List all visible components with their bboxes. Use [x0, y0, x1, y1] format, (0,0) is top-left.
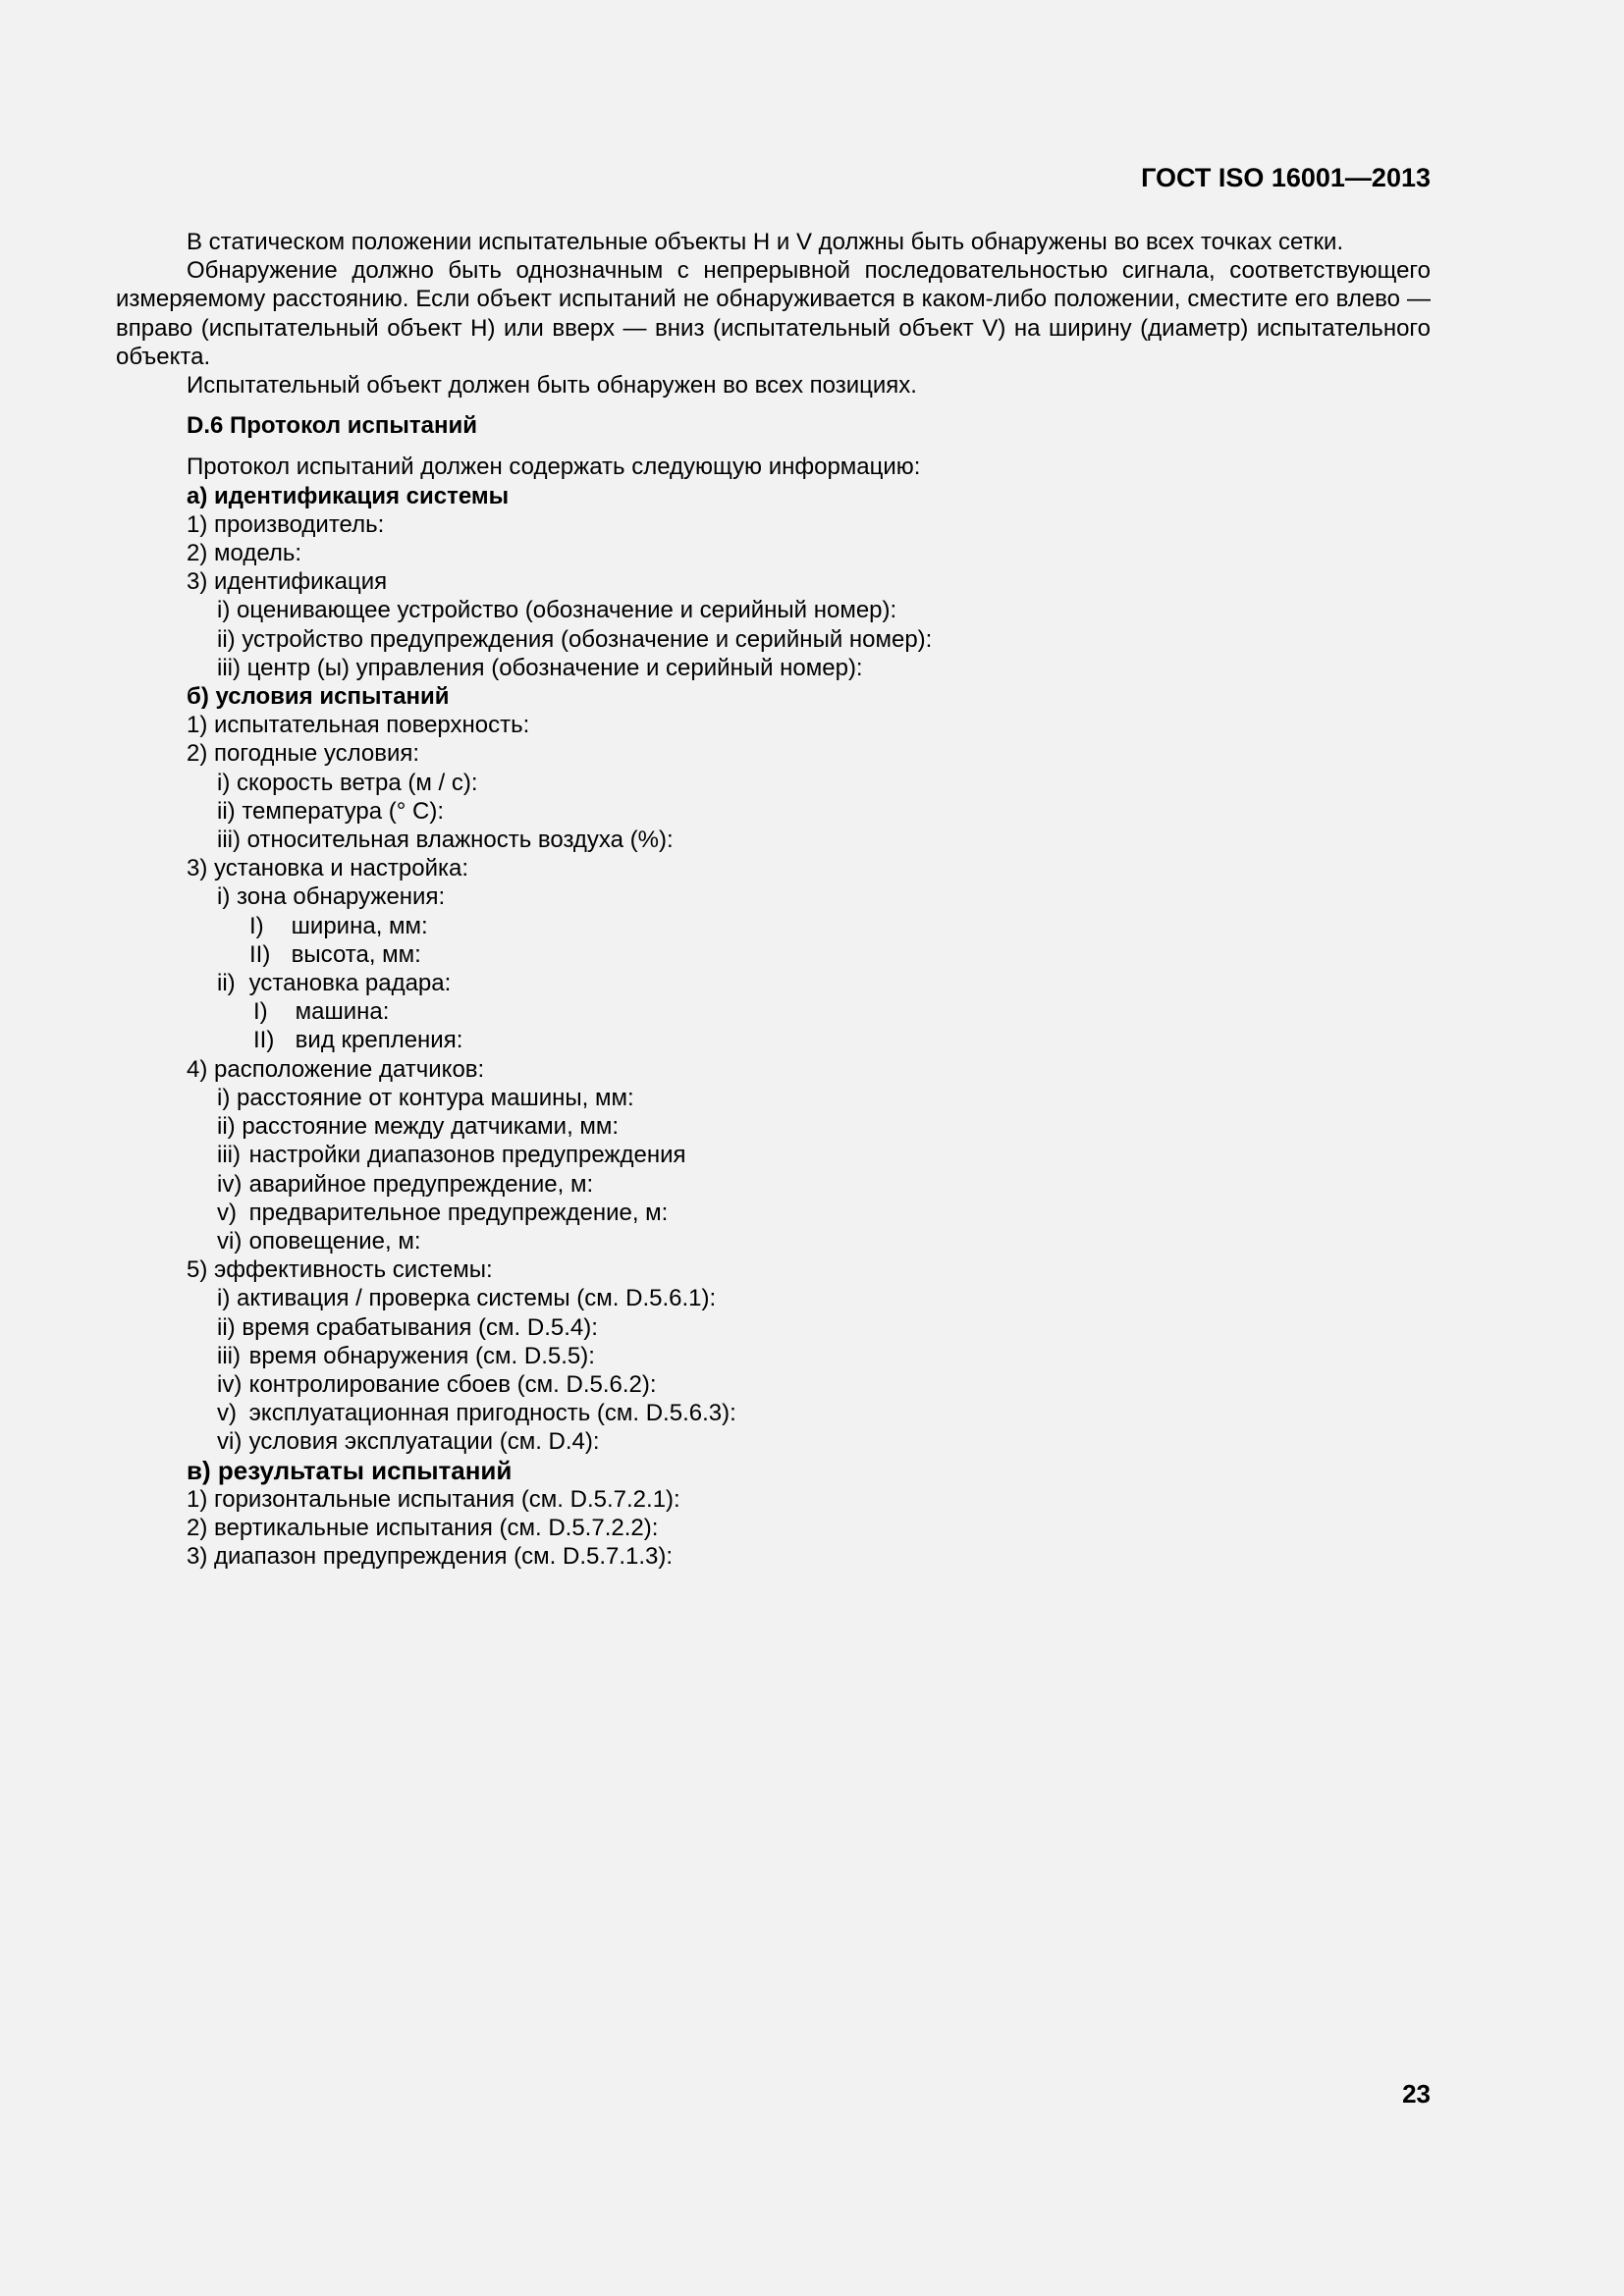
list-item: 1) горизонтальные испытания (см. D.5.7.2.1):: [187, 1485, 680, 1513]
section-lead: Протокол испытаний должен содержать следующую информацию:: [187, 454, 921, 481]
group-b-title: б) условия испытаний: [187, 683, 450, 711]
list-item: 3) идентификация: [187, 568, 388, 596]
list-item: ii) время срабатывания (см. D.5.4):: [217, 1313, 598, 1341]
document-header: ГОСТ ISO 16001—2013: [1141, 163, 1431, 192]
list-item: [187, 969, 1431, 997]
protocol-list: [116, 453, 1431, 1571]
list-item-text: установка радара:: [248, 970, 452, 997]
list-item: 4) расположение датчиков:: [187, 1055, 485, 1083]
list-item-text: условия эксплуатации (см. D.4):: [248, 1428, 600, 1456]
list-marker: ii): [217, 970, 236, 997]
list-item-text: оповещение, м:: [248, 1227, 421, 1255]
list-item: i) активация / проверка системы (см. D.5.6.1):: [217, 1285, 717, 1312]
paragraph-all-positions: Испытательный объект должен быть обнаружен во всех позициях.: [187, 372, 917, 400]
list-item: iii) относительная влажность воздуха (%):: [217, 827, 674, 854]
list-item: [187, 1026, 1431, 1054]
list-marker: vi): [217, 1227, 243, 1255]
list-item: i) скорость ветра (м / с):: [217, 769, 478, 796]
list-item-text: машина:: [295, 998, 390, 1026]
list-item: [187, 1399, 1431, 1427]
list-item: [187, 1370, 1431, 1399]
paragraph-static-detection: В статическом положении испытательные объекты H и V должны быть обнаружены во всех точках сетки.: [187, 229, 1344, 255]
list-marker: v): [217, 1199, 237, 1226]
list-item-text: предварительное предупреждение, м:: [248, 1199, 669, 1226]
list-item: i) расстояние от контура машины, мм:: [217, 1084, 634, 1111]
list-item-text: аварийное предупреждение, м:: [248, 1170, 594, 1198]
list-item: [187, 1170, 1431, 1199]
list-item: [187, 912, 1431, 940]
list-item: 2) вертикальные испытания (см. D.5.7.2.2):: [187, 1514, 659, 1541]
group-c-title: в) результаты испытаний: [187, 1455, 513, 1485]
list-item: ii) расстояние между датчиками, мм:: [217, 1113, 620, 1141]
list-item: [187, 1342, 1431, 1370]
list-marker: v): [217, 1400, 237, 1427]
list-item-text: высота, мм:: [291, 940, 421, 968]
list-item-text: время обнаружения (см. D.5.5):: [248, 1342, 595, 1369]
list-item: ii) устройство предупреждения (обозначение и серийный номер):: [217, 625, 933, 653]
list-marker: II): [253, 1027, 275, 1054]
list-item-text: настройки диапазонов предупреждения: [248, 1142, 686, 1169]
list-item: 2) погодные условия:: [187, 740, 420, 768]
list-item: i) оценивающее устройство (обозначение и серийный номер):: [217, 597, 897, 624]
list-item-text: контролирование сбоев (см. D.5.6.2):: [248, 1370, 657, 1398]
list-item: iii) центр (ы) управления (обозначение и серийный номер):: [217, 654, 863, 681]
list-item: [187, 1427, 1431, 1456]
list-marker: iv): [217, 1370, 243, 1398]
list-item: 2) модель:: [187, 540, 302, 567]
list-marker: vi): [217, 1428, 243, 1456]
list-item: 3) диапазон предупреждения (см. D.5.7.1.3):: [187, 1543, 674, 1571]
list-item: [187, 997, 1431, 1026]
paragraph-detection-signal: Обнаружение должно быть однозначным с непрерывной последовательностью сигнала, соответствующего измеряемому расстоянию. Если объект испытаний не обнаруживается в каком-либо положении, сместите его влево — вправо (испытательный объект H) или вверх — вниз (испытательный объект V) на ширину (диаметр) испытательного объекта.: [116, 257, 1431, 370]
list-item: ii) температура (° С):: [217, 797, 445, 825]
list-item: [187, 1141, 1431, 1169]
list-item: [187, 940, 1431, 969]
list-marker: I): [253, 998, 268, 1026]
group-a-title: а) идентификация системы: [187, 482, 510, 509]
list-marker: iii): [217, 1142, 241, 1169]
list-item-text: ширина, мм:: [291, 912, 428, 939]
page-number: 23: [1402, 2079, 1431, 2109]
section-title: D.6 Протокол испытаний: [187, 412, 477, 440]
list-item: [187, 1199, 1431, 1227]
list-item: 3) установка и настройка:: [187, 855, 469, 882]
list-marker: iv): [217, 1170, 243, 1198]
list-item: [187, 1227, 1431, 1255]
list-item: 5) эффективность системы:: [187, 1256, 493, 1284]
list-item-text: вид крепления:: [295, 1027, 463, 1054]
list-item: 1) испытательная поверхность:: [187, 712, 530, 739]
list-item: i) зона обнаружения:: [217, 883, 446, 911]
list-item-text: эксплуатационная пригодность (см. D.5.6.3):: [248, 1400, 736, 1427]
list-marker: I): [249, 912, 264, 939]
list-item: 1) производитель:: [187, 510, 385, 538]
list-marker: iii): [217, 1342, 241, 1369]
list-marker: II): [249, 940, 271, 968]
document-body: [116, 228, 1431, 1571]
